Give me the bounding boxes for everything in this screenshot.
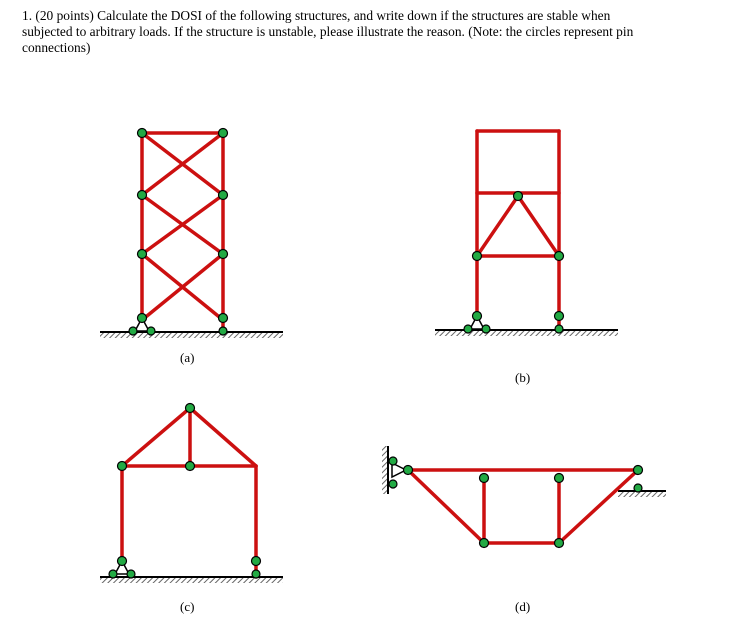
joint	[118, 557, 127, 566]
joint	[464, 325, 472, 333]
joint	[555, 474, 564, 483]
joint	[219, 129, 228, 138]
question-line-2: subjected to arbitrary loads. If the structure is unstable, please illustrate the reason. (Note: the circles represent pin	[22, 24, 634, 39]
joint	[219, 191, 228, 200]
joint	[129, 327, 137, 335]
structure-a	[100, 129, 283, 339]
joint	[389, 480, 397, 488]
joint	[555, 312, 564, 321]
structure-c	[100, 404, 283, 584]
member	[477, 196, 518, 256]
joint	[186, 462, 195, 471]
joint	[138, 250, 147, 259]
joint	[219, 327, 227, 335]
member	[559, 470, 638, 543]
joint	[138, 191, 147, 200]
joint	[138, 314, 147, 323]
member	[190, 408, 256, 466]
members-d	[408, 470, 638, 543]
joint	[634, 484, 642, 492]
joint	[404, 466, 413, 475]
member	[122, 408, 190, 466]
joint	[514, 192, 523, 201]
question-line-1: 1. (20 points) Calculate the DOSI of the following structures, and write down if the structures are stable when	[22, 8, 611, 23]
joint	[473, 312, 482, 321]
joint	[186, 404, 195, 413]
joint	[109, 570, 117, 578]
joint	[219, 250, 228, 259]
caption-a: (a)	[180, 350, 195, 365]
members-b	[477, 131, 559, 330]
caption-d: (d)	[515, 599, 531, 614]
joint	[138, 129, 147, 138]
caption-c: (c)	[180, 599, 195, 614]
joint	[389, 457, 397, 465]
structure-b	[435, 131, 618, 336]
joint	[219, 314, 228, 323]
members-a	[142, 133, 223, 332]
member	[518, 196, 559, 256]
joints-b	[464, 192, 564, 334]
joint	[482, 325, 490, 333]
question-line-3: connections)	[22, 40, 91, 55]
joint	[634, 466, 643, 475]
joint	[555, 539, 564, 548]
joint	[118, 462, 127, 471]
joints-c	[109, 404, 261, 579]
structure-d	[382, 446, 666, 548]
member	[408, 470, 484, 543]
members-c	[122, 408, 256, 577]
joint	[127, 570, 135, 578]
joint	[480, 474, 489, 483]
joint	[473, 252, 482, 261]
joint	[555, 325, 563, 333]
joint	[480, 539, 489, 548]
caption-b: (b)	[515, 370, 531, 385]
joint	[252, 570, 260, 578]
joint	[555, 252, 564, 261]
joint	[147, 327, 155, 335]
joint	[252, 557, 261, 566]
